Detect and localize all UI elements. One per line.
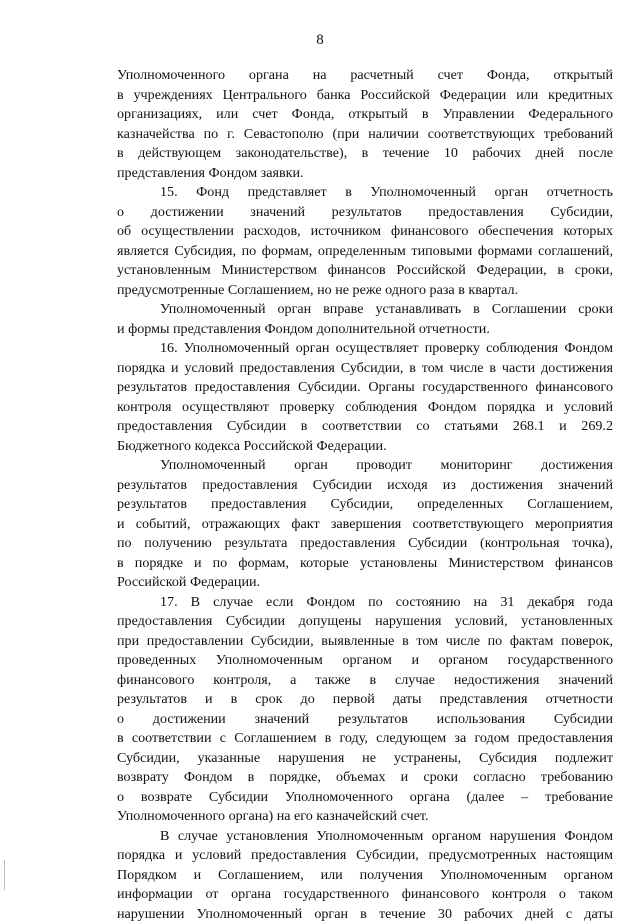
text-line: Уполномоченного органа) на его казначейский счет. xyxy=(117,807,613,827)
text-line: в действующем законодательстве), в течение 10 рабочих дней после xyxy=(117,144,613,164)
text-line: в соответствии с Соглашением в году, следующем за годом предоставления xyxy=(117,729,613,749)
text-line: Субсидии, указанные нарушения не устранены, Субсидия подлежит xyxy=(117,749,613,769)
text-line: предоставления Субсидии допущены нарушения условий, установленных xyxy=(117,612,613,632)
text-line: 17. В случае если Фондом по состоянию на 31 декабря года xyxy=(117,593,613,613)
text-line: 16. Уполномоченный орган осуществляет проверку соблюдения Фондом xyxy=(117,339,613,359)
text-line: Порядком и Соглашением, или получения Уполномоченным органом xyxy=(117,866,613,886)
text-line: результатов предоставления Субсидии исходя из достижения значений xyxy=(117,476,613,496)
text-line: порядка и условий предоставления Субсидии, в том числе в части достижения xyxy=(117,359,613,379)
text-line: установленным Министерством финансов Российской Федерации, в сроки, xyxy=(117,261,613,281)
text-line: в порядке и по формам, которые установлены Министерством финансов xyxy=(117,554,613,574)
text-line: Уполномоченный орган вправе устанавливать в Соглашении сроки xyxy=(117,300,613,320)
text-line: Уполномоченный орган проводит мониторинг достижения xyxy=(117,456,613,476)
text-line: о возврате Субсидии Уполномоченного органа (далее – требование xyxy=(117,788,613,808)
text-line: предусмотренные Соглашением, но не реже одного раза в квартал. xyxy=(117,281,613,301)
text-line: финансового контроля, а также в случае недостижения значений xyxy=(117,671,613,691)
text-line: представления Фондом заявки. xyxy=(117,164,613,184)
text-line: результатов предоставления Субсидии, определенных Соглашением, xyxy=(117,495,613,515)
text-line: о достижении значений результатов использования Субсидии xyxy=(117,710,613,730)
text-line: об осуществлении расходов, источником финансового обеспечения которых xyxy=(117,222,613,242)
text-line: при предоставлении Субсидии, выявленные в том числе по фактам поверок, xyxy=(117,632,613,652)
text-line: нарушении Уполномоченный орган в течение 30 рабочих дней с даты xyxy=(117,905,613,924)
text-line: по получению результата предоставления Субсидии (контрольная точка), xyxy=(117,534,613,554)
scan-edge-mark xyxy=(4,860,5,890)
text-line: в учреждениях Центрального банка Российской Федерации или кредитных xyxy=(117,86,613,106)
text-line: является Субсидия, по формам, определенным типовыми формами соглашений, xyxy=(117,242,613,262)
text-line: 15. Фонд представляет в Уполномоченный орган отчетность xyxy=(117,183,613,203)
text-line: Уполномоченного органа на расчетный счет Фонда, открытый xyxy=(117,66,613,86)
text-line: и формы представления Фондом дополнительной отчетности. xyxy=(117,320,613,340)
text-line: и событий, отражающих факт завершения соответствующего мероприятия xyxy=(117,515,613,535)
document-body xyxy=(117,66,613,924)
text-line: информации от органа государственного финансового контроля о таком xyxy=(117,885,613,905)
text-line: контроля осуществляют проверку соблюдения Фондом порядка и условий xyxy=(117,398,613,418)
text-line: о достижении значений результатов предоставления Субсидии, xyxy=(117,203,613,223)
text-line: порядка и условий предоставления Субсидии, предусмотренных настоящим xyxy=(117,846,613,866)
text-line: В случае установления Уполномоченным органом нарушения Фондом xyxy=(117,827,613,847)
text-line: предоставления Субсидии в соответствии со статьями 268.1 и 269.2 xyxy=(117,417,613,437)
text-line: проведенных Уполномоченным органом и органом государственного xyxy=(117,651,613,671)
page-number: 8 xyxy=(0,32,640,49)
text-line: казначейства по г. Севастополю (при наличии соответствующих требований xyxy=(117,125,613,145)
text-line: возврату Фондом в порядке, объемах и сроки согласно требованию xyxy=(117,768,613,788)
text-line: Российской Федерации. xyxy=(117,573,613,593)
text-line: Бюджетного кодекса Российской Федерации. xyxy=(117,437,613,457)
text-line: результатов предоставления Субсидии. Органы государственного финансового xyxy=(117,378,613,398)
text-line: результатов и в срок до первой даты представления отчетности xyxy=(117,690,613,710)
text-line: организациях, или счет Фонда, открытый в Управлении Федерального xyxy=(117,105,613,125)
